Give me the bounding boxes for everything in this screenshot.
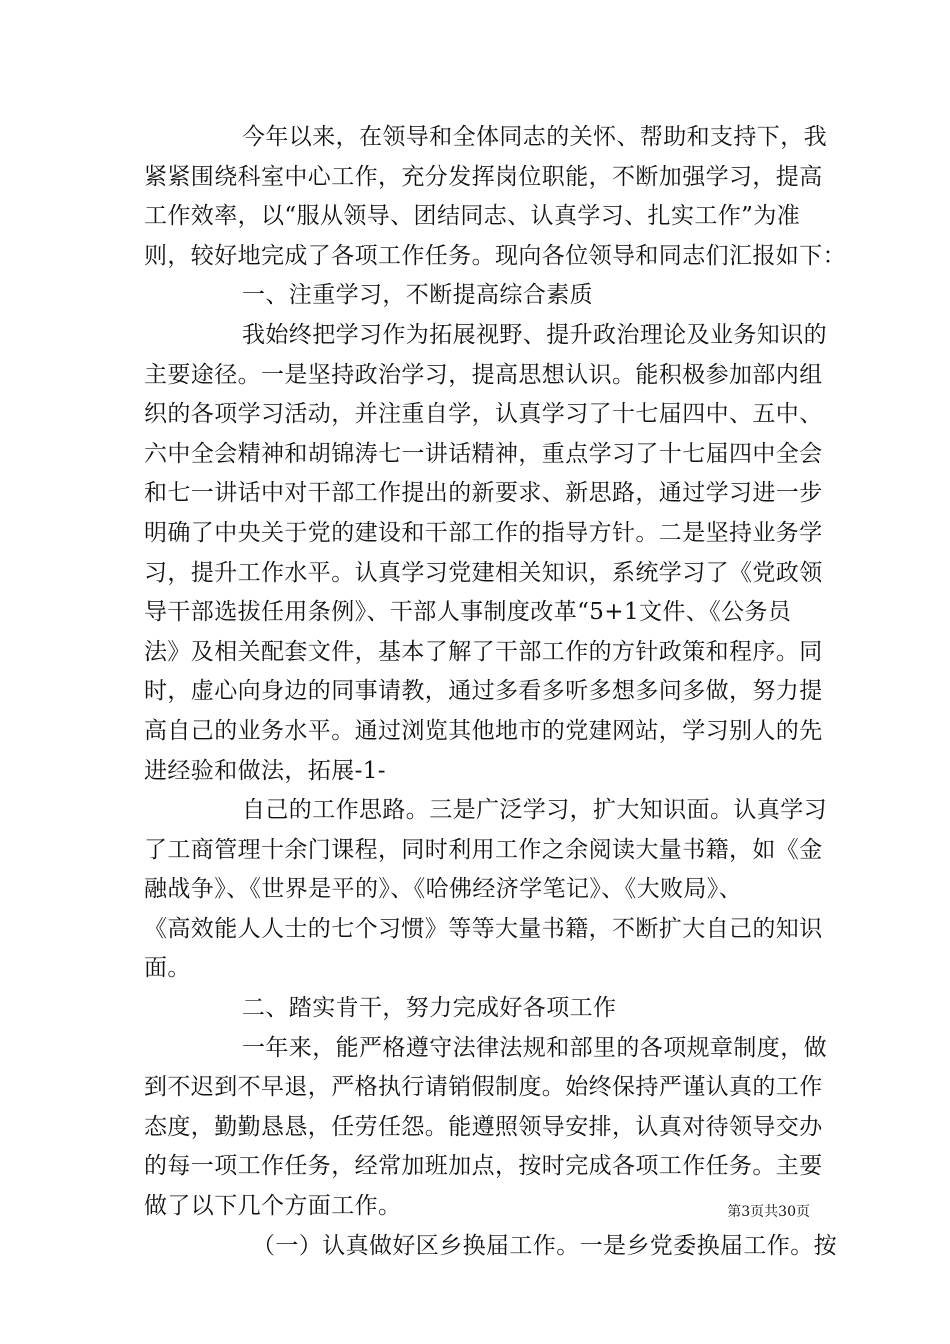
paragraph-line: 了工商管理十余门课程，同时利用工作之余阅读大量书籍，如《金 [144,836,823,863]
paragraph-line: 我始终把学习作为拓展视野、提升政治理论及业务知识的 [242,321,827,348]
paragraph-line: 紧紧围绕科室中心工作，充分发挥岗位职能，不断加强学习，提高 [144,163,823,190]
paragraph-line: 则，较好地完成了各项工作任务。现向各位领导和同志们汇报如下： [144,242,846,269]
paragraph-line: 的每一项工作任务，经常加班加点，按时完成各项工作任务。主要 [144,1153,823,1180]
paragraph-line: 时，虚心向身边的同事请教，通过多看多听多想多问多做，努力提 [144,678,823,705]
paragraph-line: 一年来，能严格遵守法律法规和部里的各项规章制度，做 [242,1034,827,1061]
paragraph-line: 工作效率，以“服从领导、团结同志、认真学习、扎实工作”为准 [144,203,801,230]
paragraph-line: 态度，勤勤恳恳，任劳任怨。能遵照领导安排，认真对待领导交办 [144,1113,823,1140]
document-body [144,118,846,1266]
paragraph-line: 到不迟到不早退，严格执行请销假制度。始终保持严谨认真的工作 [144,1074,823,1101]
paragraph-line: 六中全会精神和胡锦涛七一讲话精神，重点学习了十七届四中全会 [144,440,823,467]
paragraph-line: 主要途径。一是坚持政治学习，提高思想认识。能积极参加部内组 [144,361,823,388]
paragraph-line: 进经验和做法，拓展-1- [144,757,386,784]
section-heading: 二、踏实肯干，努力完成好各项工作 [242,995,617,1022]
paragraph-line: 习，提升工作水平。认真学习党建相关知识，系统学习了《党政领 [144,559,823,586]
paragraph-line: 和七一讲话中对干部工作提出的新要求、新思路，通过学习进一步 [144,480,823,507]
paragraph-line: 做了以下几个方面工作。 [144,1193,402,1220]
paragraph-line: 《高效能人人士的七个习惯》等等大量书籍，不断扩大自己的知识 [144,915,823,942]
page-number-footer: 第3页共30页 [727,1204,810,1220]
paragraph-line: 法》及相关配套文件，基本了解了干部工作的方针政策和程序。同 [144,638,823,665]
paragraph-line: 高自己的业务水平。通过浏览其他地市的党建网站，学习别人的先 [144,717,823,744]
paragraph-line: 导干部选拔任用条例》、干部人事制度改革“5+1文件、《公务员 [144,599,792,626]
paragraph-line: 面。 [144,955,191,982]
paragraph-line: 今年以来，在领导和全体同志的关怀、帮助和支持下，我 [242,124,827,150]
paragraph-line: （一）认真做好区乡换届工作。一是乡党委换届工作。按 [252,1232,837,1259]
section-heading: 一、注重学习，不断提高综合素质 [242,282,593,309]
paragraph-line: 织的各项学习活动，并注重自学，认真学习了十七届四中、五中、 [144,401,823,428]
paragraph-line: 明确了中央关于党的建设和干部工作的指导方针。二是坚持业务学 [144,519,823,546]
paragraph-line: 自己的工作思路。三是广泛学习，扩大知识面。认真学习 [242,797,827,824]
paragraph-line: 融战争》、《世界是平的》、《哈佛经济学笔记》、《大败局》、 [144,876,743,903]
